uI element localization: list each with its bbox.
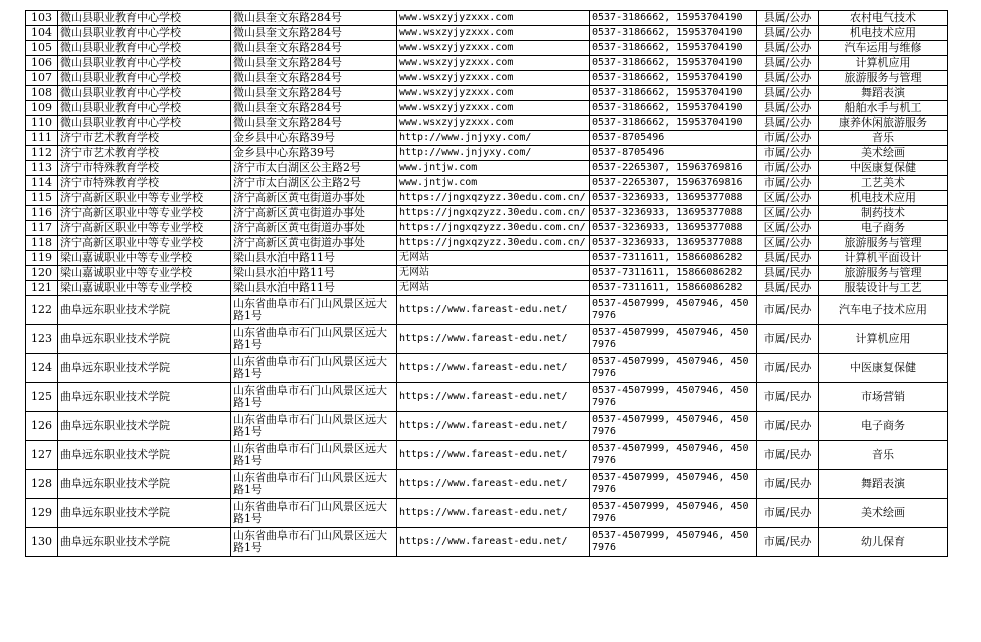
school-type-cell: 市属/民办 xyxy=(757,296,819,325)
address-cell: 山东省曲阜市石门山风景区远大路1号 xyxy=(231,528,397,557)
school-name-cell: 微山县职业教育中心学校 xyxy=(58,41,231,56)
row-number-cell: 129 xyxy=(26,499,58,528)
website-cell: www.wsxzyjyzxxx.com xyxy=(397,101,590,116)
phone-cell: 0537-4507999, 4507946, 4507976 xyxy=(590,441,757,470)
major-cell: 舞蹈表演 xyxy=(819,470,948,499)
row-number-cell: 114 xyxy=(26,176,58,191)
website-cell: www.jntjw.com xyxy=(397,176,590,191)
school-type-cell: 市属/民办 xyxy=(757,470,819,499)
address-cell: 微山县奎文东路284号 xyxy=(231,56,397,71)
school-type-cell: 县属/公办 xyxy=(757,11,819,26)
school-name-cell: 微山县职业教育中心学校 xyxy=(58,86,231,101)
table-body xyxy=(26,11,948,557)
table-row xyxy=(26,236,948,251)
website-cell: https://www.fareast-edu.net/ xyxy=(397,499,590,528)
school-type-cell: 县属/民办 xyxy=(757,281,819,296)
row-number-cell: 117 xyxy=(26,221,58,236)
major-cell: 农村电气技术 xyxy=(819,11,948,26)
school-name-cell: 梁山嘉诚职业中等专业学校 xyxy=(58,266,231,281)
address-cell: 微山县奎文东路284号 xyxy=(231,116,397,131)
address-cell: 梁山县水泊中路11号 xyxy=(231,266,397,281)
school-name-cell: 济宁市艺术教育学校 xyxy=(58,131,231,146)
major-cell: 旅游服务与管理 xyxy=(819,236,948,251)
major-cell: 汽车运用与维修 xyxy=(819,41,948,56)
website-cell: www.jntjw.com xyxy=(397,161,590,176)
website-cell: https://www.fareast-edu.net/ xyxy=(397,383,590,412)
row-number-cell: 119 xyxy=(26,251,58,266)
website-cell: http://www.jnjyxy.com/ xyxy=(397,146,590,161)
phone-cell: 0537-3186662, 15953704190 xyxy=(590,11,757,26)
table-row xyxy=(26,101,948,116)
table-row xyxy=(26,251,948,266)
table-row xyxy=(26,528,948,557)
school-name-cell: 济宁市特殊教育学校 xyxy=(58,161,231,176)
address-cell: 微山县奎文东路284号 xyxy=(231,41,397,56)
website-cell: https://www.fareast-edu.net/ xyxy=(397,325,590,354)
row-number-cell: 125 xyxy=(26,383,58,412)
phone-cell: 0537-4507999, 4507946, 4507976 xyxy=(590,528,757,557)
major-cell: 音乐 xyxy=(819,441,948,470)
major-cell: 中医康复保健 xyxy=(819,161,948,176)
major-cell: 机电技术应用 xyxy=(819,26,948,41)
table-row xyxy=(26,206,948,221)
row-number-cell: 106 xyxy=(26,56,58,71)
major-cell: 康养休闲旅游服务 xyxy=(819,116,948,131)
website-cell: 无网站 xyxy=(397,266,590,281)
school-type-cell: 市属/民办 xyxy=(757,441,819,470)
table-row xyxy=(26,56,948,71)
phone-cell: 0537-4507999, 4507946, 4507976 xyxy=(590,383,757,412)
row-number-cell: 115 xyxy=(26,191,58,206)
phone-cell: 0537-3236933, 13695377088 xyxy=(590,191,757,206)
phone-cell: 0537-4507999, 4507946, 4507976 xyxy=(590,499,757,528)
table-row xyxy=(26,441,948,470)
school-type-cell: 市属/公办 xyxy=(757,131,819,146)
school-name-cell: 微山县职业教育中心学校 xyxy=(58,71,231,86)
address-cell: 山东省曲阜市石门山风景区远大路1号 xyxy=(231,412,397,441)
address-cell: 济宁高新区黄屯街道办事处 xyxy=(231,221,397,236)
website-cell: www.wsxzyjyzxxx.com xyxy=(397,86,590,101)
school-name-cell: 济宁高新区职业中等专业学校 xyxy=(58,221,231,236)
address-cell: 山东省曲阜市石门山风景区远大路1号 xyxy=(231,499,397,528)
school-name-cell: 济宁高新区职业中等专业学校 xyxy=(58,191,231,206)
row-number-cell: 122 xyxy=(26,296,58,325)
phone-cell: 0537-3186662, 15953704190 xyxy=(590,86,757,101)
school-name-cell: 曲阜远东职业技术学院 xyxy=(58,470,231,499)
major-cell: 美术绘画 xyxy=(819,146,948,161)
phone-cell: 0537-3186662, 15953704190 xyxy=(590,26,757,41)
address-cell: 微山县奎文东路284号 xyxy=(231,11,397,26)
table-row xyxy=(26,71,948,86)
major-cell: 电子商务 xyxy=(819,412,948,441)
school-name-cell: 微山县职业教育中心学校 xyxy=(58,56,231,71)
school-name-cell: 济宁市艺术教育学校 xyxy=(58,146,231,161)
school-type-cell: 县属/民办 xyxy=(757,251,819,266)
major-cell: 旅游服务与管理 xyxy=(819,71,948,86)
row-number-cell: 127 xyxy=(26,441,58,470)
major-cell: 汽车电子技术应用 xyxy=(819,296,948,325)
school-type-cell: 市属/民办 xyxy=(757,325,819,354)
school-type-cell: 县属/公办 xyxy=(757,101,819,116)
phone-cell: 0537-8705496 xyxy=(590,131,757,146)
row-number-cell: 107 xyxy=(26,71,58,86)
school-name-cell: 曲阜远东职业技术学院 xyxy=(58,354,231,383)
table-row xyxy=(26,161,948,176)
website-cell: https://www.fareast-edu.net/ xyxy=(397,441,590,470)
table-row xyxy=(26,176,948,191)
row-number-cell: 111 xyxy=(26,131,58,146)
table-row xyxy=(26,86,948,101)
website-cell: https://jngxqzyzz.30edu.com.cn/ xyxy=(397,221,590,236)
phone-cell: 0537-3186662, 15953704190 xyxy=(590,71,757,86)
row-number-cell: 109 xyxy=(26,101,58,116)
school-type-cell: 县属/公办 xyxy=(757,116,819,131)
address-cell: 山东省曲阜市石门山风景区远大路1号 xyxy=(231,470,397,499)
row-number-cell: 118 xyxy=(26,236,58,251)
school-type-cell: 市属/民办 xyxy=(757,383,819,412)
major-cell: 音乐 xyxy=(819,131,948,146)
phone-cell: 0537-3236933, 13695377088 xyxy=(590,221,757,236)
school-name-cell: 微山县职业教育中心学校 xyxy=(58,101,231,116)
table-row xyxy=(26,499,948,528)
table-row xyxy=(26,116,948,131)
row-number-cell: 112 xyxy=(26,146,58,161)
school-name-cell: 曲阜远东职业技术学院 xyxy=(58,383,231,412)
website-cell: https://www.fareast-edu.net/ xyxy=(397,296,590,325)
school-name-cell: 微山县职业教育中心学校 xyxy=(58,26,231,41)
table-row xyxy=(26,354,948,383)
address-cell: 山东省曲阜市石门山风景区远大路1号 xyxy=(231,296,397,325)
table-row xyxy=(26,146,948,161)
website-cell: https://jngxqzyzz.30edu.com.cn/ xyxy=(397,206,590,221)
school-type-cell: 市属/公办 xyxy=(757,146,819,161)
row-number-cell: 126 xyxy=(26,412,58,441)
row-number-cell: 104 xyxy=(26,26,58,41)
school-name-cell: 济宁高新区职业中等专业学校 xyxy=(58,206,231,221)
school-name-cell: 微山县职业教育中心学校 xyxy=(58,116,231,131)
phone-cell: 0537-2265307, 15963769816 xyxy=(590,161,757,176)
school-type-cell: 县属/公办 xyxy=(757,26,819,41)
phone-cell: 0537-3186662, 15953704190 xyxy=(590,56,757,71)
major-cell: 中医康复保健 xyxy=(819,354,948,383)
school-type-cell: 市属/公办 xyxy=(757,176,819,191)
major-cell: 机电技术应用 xyxy=(819,191,948,206)
address-cell: 山东省曲阜市石门山风景区远大路1号 xyxy=(231,383,397,412)
row-number-cell: 110 xyxy=(26,116,58,131)
major-cell: 旅游服务与管理 xyxy=(819,266,948,281)
table-row xyxy=(26,221,948,236)
major-cell: 幼儿保育 xyxy=(819,528,948,557)
row-number-cell: 108 xyxy=(26,86,58,101)
school-name-cell: 曲阜远东职业技术学院 xyxy=(58,412,231,441)
major-cell: 计算机平面设计 xyxy=(819,251,948,266)
address-cell: 微山县奎文东路284号 xyxy=(231,26,397,41)
phone-cell: 0537-3186662, 15953704190 xyxy=(590,116,757,131)
school-type-cell: 区属/公办 xyxy=(757,221,819,236)
major-cell: 舞蹈表演 xyxy=(819,86,948,101)
phone-cell: 0537-7311611, 15866086282 xyxy=(590,251,757,266)
address-cell: 微山县奎文东路284号 xyxy=(231,86,397,101)
school-name-cell: 曲阜远东职业技术学院 xyxy=(58,528,231,557)
school-name-cell: 微山县职业教育中心学校 xyxy=(58,11,231,26)
school-type-cell: 市属/民办 xyxy=(757,499,819,528)
school-type-cell: 县属/公办 xyxy=(757,71,819,86)
website-cell: 无网站 xyxy=(397,251,590,266)
major-cell: 美术绘画 xyxy=(819,499,948,528)
website-cell: www.wsxzyjyzxxx.com xyxy=(397,11,590,26)
row-number-cell: 124 xyxy=(26,354,58,383)
school-name-cell: 曲阜远东职业技术学院 xyxy=(58,441,231,470)
phone-cell: 0537-2265307, 15963769816 xyxy=(590,176,757,191)
row-number-cell: 103 xyxy=(26,11,58,26)
major-cell: 工艺美术 xyxy=(819,176,948,191)
phone-cell: 0537-8705496 xyxy=(590,146,757,161)
row-number-cell: 128 xyxy=(26,470,58,499)
address-cell: 微山县奎文东路284号 xyxy=(231,71,397,86)
phone-cell: 0537-3186662, 15953704190 xyxy=(590,41,757,56)
school-type-cell: 市属/民办 xyxy=(757,354,819,383)
major-cell: 船舶水手与机工 xyxy=(819,101,948,116)
website-cell: www.wsxzyjyzxxx.com xyxy=(397,41,590,56)
school-name-cell: 济宁高新区职业中等专业学校 xyxy=(58,236,231,251)
table-row xyxy=(26,266,948,281)
table-row xyxy=(26,11,948,26)
address-cell: 山东省曲阜市石门山风景区远大路1号 xyxy=(231,441,397,470)
address-cell: 梁山县水泊中路11号 xyxy=(231,281,397,296)
row-number-cell: 113 xyxy=(26,161,58,176)
school-type-cell: 县属/公办 xyxy=(757,56,819,71)
row-number-cell: 123 xyxy=(26,325,58,354)
school-majors-table xyxy=(25,10,948,557)
website-cell: https://jngxqzyzz.30edu.com.cn/ xyxy=(397,236,590,251)
phone-cell: 0537-3236933, 13695377088 xyxy=(590,206,757,221)
school-type-cell: 区属/公办 xyxy=(757,206,819,221)
school-name-cell: 梁山嘉诚职业中等专业学校 xyxy=(58,281,231,296)
phone-cell: 0537-3186662, 15953704190 xyxy=(590,101,757,116)
website-cell: www.wsxzyjyzxxx.com xyxy=(397,56,590,71)
major-cell: 市场营销 xyxy=(819,383,948,412)
major-cell: 制药技术 xyxy=(819,206,948,221)
row-number-cell: 116 xyxy=(26,206,58,221)
address-cell: 梁山县水泊中路11号 xyxy=(231,251,397,266)
website-cell: http://www.jnjyxy.com/ xyxy=(397,131,590,146)
phone-cell: 0537-7311611, 15866086282 xyxy=(590,281,757,296)
school-type-cell: 县属/公办 xyxy=(757,41,819,56)
address-cell: 山东省曲阜市石门山风景区远大路1号 xyxy=(231,354,397,383)
school-name-cell: 济宁市特殊教育学校 xyxy=(58,176,231,191)
phone-cell: 0537-4507999, 4507946, 4507976 xyxy=(590,296,757,325)
phone-cell: 0537-3236933, 13695377088 xyxy=(590,236,757,251)
address-cell: 微山县奎文东路284号 xyxy=(231,101,397,116)
website-cell: https://www.fareast-edu.net/ xyxy=(397,470,590,499)
table-row xyxy=(26,325,948,354)
website-cell: https://jngxqzyzz.30edu.com.cn/ xyxy=(397,191,590,206)
major-cell: 计算机应用 xyxy=(819,56,948,71)
major-cell: 计算机应用 xyxy=(819,325,948,354)
phone-cell: 0537-7311611, 15866086282 xyxy=(590,266,757,281)
website-cell: www.wsxzyjyzxxx.com xyxy=(397,116,590,131)
table-row xyxy=(26,26,948,41)
website-cell: https://www.fareast-edu.net/ xyxy=(397,412,590,441)
school-name-cell: 梁山嘉诚职业中等专业学校 xyxy=(58,251,231,266)
school-type-cell: 市属/民办 xyxy=(757,412,819,441)
table-row xyxy=(26,470,948,499)
school-name-cell: 曲阜远东职业技术学院 xyxy=(58,499,231,528)
school-type-cell: 县属/民办 xyxy=(757,266,819,281)
address-cell: 济宁市太白湖区公主路2号 xyxy=(231,161,397,176)
table-row xyxy=(26,296,948,325)
row-number-cell: 130 xyxy=(26,528,58,557)
phone-cell: 0537-4507999, 4507946, 4507976 xyxy=(590,325,757,354)
school-type-cell: 市属/公办 xyxy=(757,161,819,176)
row-number-cell: 120 xyxy=(26,266,58,281)
major-cell: 电子商务 xyxy=(819,221,948,236)
table-row xyxy=(26,412,948,441)
school-name-cell: 曲阜远东职业技术学院 xyxy=(58,296,231,325)
address-cell: 金乡县中心东路39号 xyxy=(231,146,397,161)
table-row xyxy=(26,41,948,56)
row-number-cell: 121 xyxy=(26,281,58,296)
table-row xyxy=(26,383,948,412)
website-cell: 无网站 xyxy=(397,281,590,296)
phone-cell: 0537-4507999, 4507946, 4507976 xyxy=(590,470,757,499)
address-cell: 济宁市太白湖区公主路2号 xyxy=(231,176,397,191)
school-type-cell: 市属/民办 xyxy=(757,528,819,557)
website-cell: https://www.fareast-edu.net/ xyxy=(397,528,590,557)
table-row xyxy=(26,281,948,296)
school-type-cell: 县属/公办 xyxy=(757,86,819,101)
website-cell: www.wsxzyjyzxxx.com xyxy=(397,71,590,86)
school-type-cell: 区属/公办 xyxy=(757,191,819,206)
phone-cell: 0537-4507999, 4507946, 4507976 xyxy=(590,412,757,441)
address-cell: 金乡县中心东路39号 xyxy=(231,131,397,146)
major-cell: 服装设计与工艺 xyxy=(819,281,948,296)
school-name-cell: 曲阜远东职业技术学院 xyxy=(58,325,231,354)
address-cell: 济宁高新区黄屯街道办事处 xyxy=(231,236,397,251)
school-type-cell: 区属/公办 xyxy=(757,236,819,251)
address-cell: 济宁高新区黄屯街道办事处 xyxy=(231,206,397,221)
row-number-cell: 105 xyxy=(26,41,58,56)
website-cell: www.wsxzyjyzxxx.com xyxy=(397,26,590,41)
website-cell: https://www.fareast-edu.net/ xyxy=(397,354,590,383)
address-cell: 山东省曲阜市石门山风景区远大路1号 xyxy=(231,325,397,354)
table-row xyxy=(26,131,948,146)
table-row xyxy=(26,191,948,206)
phone-cell: 0537-4507999, 4507946, 4507976 xyxy=(590,354,757,383)
address-cell: 济宁高新区黄屯街道办事处 xyxy=(231,191,397,206)
